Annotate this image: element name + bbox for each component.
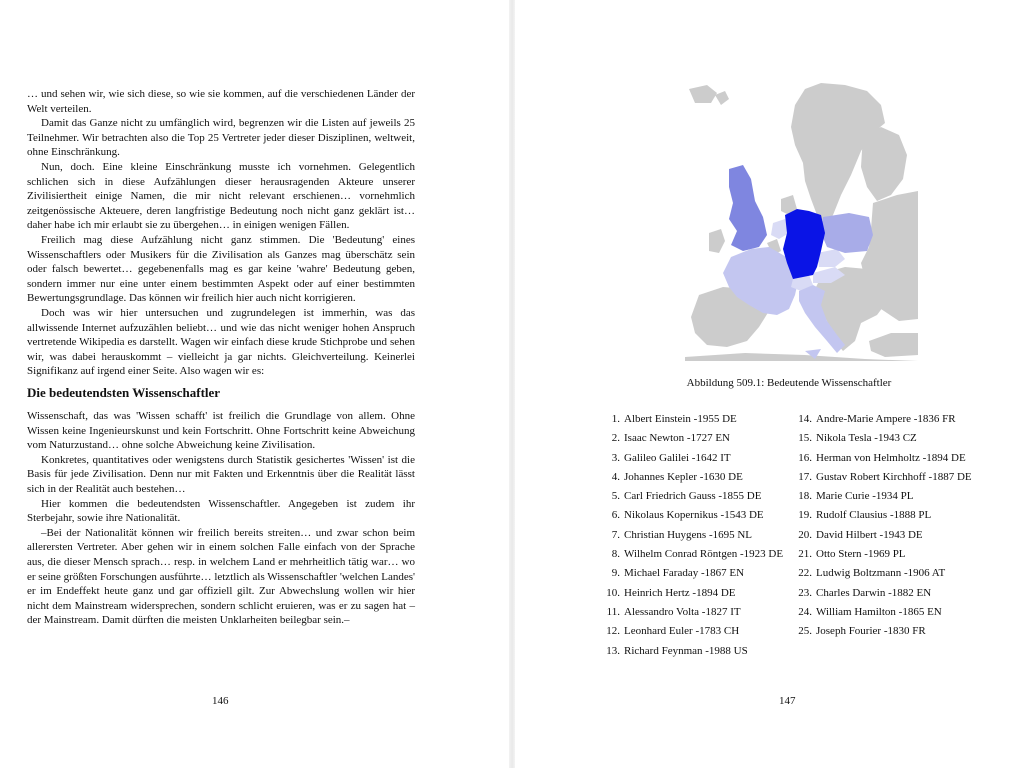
list-item-number: 22.: [798, 567, 812, 580]
left-page: [0, 0, 500, 768]
list-item: [598, 431, 798, 445]
list-item: [598, 489, 798, 503]
list-item-number: 17.: [798, 470, 812, 483]
list-item: [790, 412, 992, 426]
list-item-number: 11.: [606, 605, 620, 618]
list-item: [790, 489, 992, 503]
list-item: [790, 451, 992, 465]
list-item-text: Alessandro Volta -1827 IT: [624, 605, 741, 618]
europe-map: [685, 83, 918, 361]
scientist-list-column-2: [790, 412, 992, 644]
list-item: [598, 624, 798, 638]
list-item-text: Joseph Fourier -1830 FR: [816, 625, 926, 638]
paragraph: Freilich mag diese Aufzählung nicht ganz stimmen. Die 'Bedeutung' eines Wissenschaftlers oder Musikers für die Zivilisation als Ganzes mag überschätz sein oder falsch bewertet… gegebenenfalls mag es gar keine 'wahre' Bedeutung geben, sondern immer nur eine unter einem bestimmten Aspekt oder auf einer bestimmten Bewertungsgrundlage. Das können wir freilich hier auch nicht korrigieren.: [27, 233, 415, 305]
list-item-text: David Hilbert -1943 DE: [816, 528, 923, 541]
list-item-text: Nikolaus Kopernikus -1543 DE: [624, 509, 764, 522]
paragraph: –Bei der Nationalität können wir freilich bereits streiten… und zwar schon beim allerersten Vertreter. Aber gehen wir in einem solchen Falle einfach von der Sprache aus, die dieser Mensch sprach… resp. in welchem Land er mehrheitlich tätig war… wo er seine größten Forschungen ausführte… letztlich als Wissenschaftler 'welchen Landes' er im Endeffekt heute ganz und gar offiziell gilt. Zur Abwechslung wollen wir hier nicht dem Mainstream widersprechen, sondern schlicht eruieren, was er zu sagen hat – der Mainstream. Damit dürften die meisten Unklarheiten beilegbar sein.–: [27, 526, 415, 627]
right-page: [524, 0, 1024, 768]
list-item-text: Christian Huygens -1695 NL: [624, 528, 753, 541]
paragraph: Nun, doch. Eine kleine Einschränkung musste ich vornehmen. Gelegentlich schlichen sich in diese Aufzählungen dieser herausragenden Akteure unserer Zivilisiertheit einige Namen, die mir nicht relevant erschienen… vornehmlich zeitgenössische Akteuere, deren langfristige Bedeutung noch nicht ganz geklärt ist… daher habe ich mir erlaubt sie zu übergehen… in einigen wenigen Fällen.: [27, 160, 415, 232]
list-item-text: Herman von Helmholtz -1894 DE: [816, 451, 966, 464]
list-item-number: 6.: [611, 509, 620, 522]
list-item-text: Gustav Robert Kirchhoff -1887 DE: [816, 470, 972, 483]
list-item: [598, 470, 798, 484]
list-item-text: Ludwig Boltzmann -1906 AT: [816, 567, 946, 580]
list-item-number: 18.: [798, 490, 812, 503]
list-item: [790, 605, 992, 619]
paragraph: Wissenschaft, das was 'Wissen schafft' ist freilich die Grundlage von allem. Ohne Wissen keine Ingenieurskunst und kein Fortschritt. Ohne Fortschritt keine Abweichung vom Naturzustand… ohne solche Abweichung keine Zivilisation.: [27, 410, 415, 452]
list-item-number: 4.: [611, 470, 620, 483]
list-item: [598, 508, 798, 522]
list-item-text: Wilhelm Conrad Röntgen -1923 DE: [624, 548, 784, 561]
list-item-text: Michael Faraday -1867 EN: [624, 567, 745, 580]
list-item: [598, 566, 798, 580]
list-item-text: Albert Einstein -1955 DE: [624, 413, 737, 425]
list-item-text: Andre-Marie Ampere -1836 FR: [816, 413, 956, 425]
list-item-number: 10.: [606, 586, 620, 599]
paragraph: … und sehen wir, wie sich diese, so wie sie kommen, auf die verschiedenen Länder der Welt verteilen.: [27, 88, 415, 115]
list-item: [790, 528, 992, 542]
list-item-text: Otto Stern -1969 PL: [816, 548, 906, 561]
country-pl: [821, 213, 873, 253]
page-number: 147: [779, 695, 796, 707]
section-body: [27, 409, 415, 628]
list-item-number: 20.: [798, 528, 812, 541]
list-item-number: 21.: [798, 548, 812, 561]
list-item: [790, 470, 992, 484]
paragraph: Damit das Ganze nicht zu umfänglich wird, begrenzen wir die Listen auf jeweils 25 Teilnehmer. Wir betrachten also die Top 25 Vertreter jeder dieser Disziplinen, weltweit, ohne Einschränkung.: [27, 117, 415, 159]
list-item-text: Rudolf Clausius -1888 PL: [816, 509, 932, 522]
list-item-number: 7.: [611, 528, 620, 541]
list-item-number: 8.: [611, 548, 620, 561]
intro-text: [27, 87, 415, 379]
list-item-number: 5.: [611, 490, 620, 503]
list-item: [598, 644, 798, 658]
scientist-list-column-1: [598, 412, 798, 663]
list-item-number: 23.: [798, 586, 812, 599]
section-heading: Die bedeutendsten Wissenschaftler: [27, 385, 221, 400]
list-item: [790, 624, 992, 638]
paragraph: Doch was wir hier untersuchen und zugrundelegen ist immerhin, was das allwissende Internet aufzuzählen beliebt… und wie das nicht weniger hohen Anspruch vertretende Wikipedia es darstellt. Wagen wir einfach diese krude Stichprobe und sehen wir, was dabei herauskommt – vielleicht ja gar nichts. Gleichverteilung. Keinerlei Signifikanz auf irgend einer Seite. Also wagen wir es:: [27, 306, 415, 378]
list-item-text: William Hamilton -1865 EN: [816, 605, 942, 618]
list-item-text: Isaac Newton -1727 EN: [624, 432, 730, 445]
list-item-number: 12.: [606, 625, 620, 638]
list-item: [598, 451, 798, 465]
list-item: [598, 547, 798, 561]
list-item: [790, 586, 992, 600]
list-item-number: 19.: [798, 509, 812, 522]
list-item-number: 16.: [798, 451, 812, 464]
list-item-number: 24.: [798, 605, 812, 618]
list-item: [598, 586, 798, 600]
list-item-number: 2.: [611, 432, 620, 445]
list-item-text: Johannes Kepler -1630 DE: [624, 470, 743, 483]
list-item: [790, 431, 992, 445]
paragraph: Hier kommen die bedeutendsten Wissenschaftler. Angegeben ist zudem ihr Sterbejahr, sowie ihre Nationalität.: [27, 497, 415, 525]
list-item: [598, 605, 798, 619]
list-item-number: 9.: [611, 567, 620, 580]
book-gutter: [509, 0, 515, 768]
list-item-text: Richard Feynman -1988 US: [624, 644, 748, 657]
list-item-text: Charles Darwin -1882 EN: [816, 586, 932, 599]
list-item-text: Carl Friedrich Gauss -1855 DE: [624, 490, 762, 503]
list-item: [790, 566, 992, 580]
list-item-number: 13.: [606, 644, 620, 657]
list-item-text: Marie Curie -1934 PL: [816, 490, 914, 503]
list-item: [598, 412, 798, 426]
figure-caption: Abbildung 509.1: Bedeutende Wissenschaftler: [686, 377, 892, 389]
list-item-text: Heinrich Hertz -1894 DE: [624, 586, 736, 599]
list-item-number: 14.: [798, 413, 812, 425]
list-item: [790, 547, 992, 561]
list-item-number: 25.: [798, 625, 812, 638]
list-item-text: Nikola Tesla -1943 CZ: [816, 432, 917, 445]
list-item-number: 3.: [611, 451, 620, 464]
paragraph: Konkretes, quantitatives oder wenigstens durch Statistik gesichertes 'Wissen' ist die Basis für jede Zivilisation. Denn nur mit Fakten und Erkenntnis über die Realität lässt sich in der Realität auch bestehen…: [27, 453, 415, 495]
list-item: [598, 528, 798, 542]
list-item-text: Leonhard Euler -1783 CH: [624, 625, 740, 638]
list-item-text: Galileo Galilei -1642 IT: [624, 451, 731, 464]
page-number: 146: [212, 695, 229, 707]
list-item-number: 1.: [611, 413, 620, 425]
list-item: [790, 508, 992, 522]
list-item-number: 15.: [798, 432, 812, 445]
